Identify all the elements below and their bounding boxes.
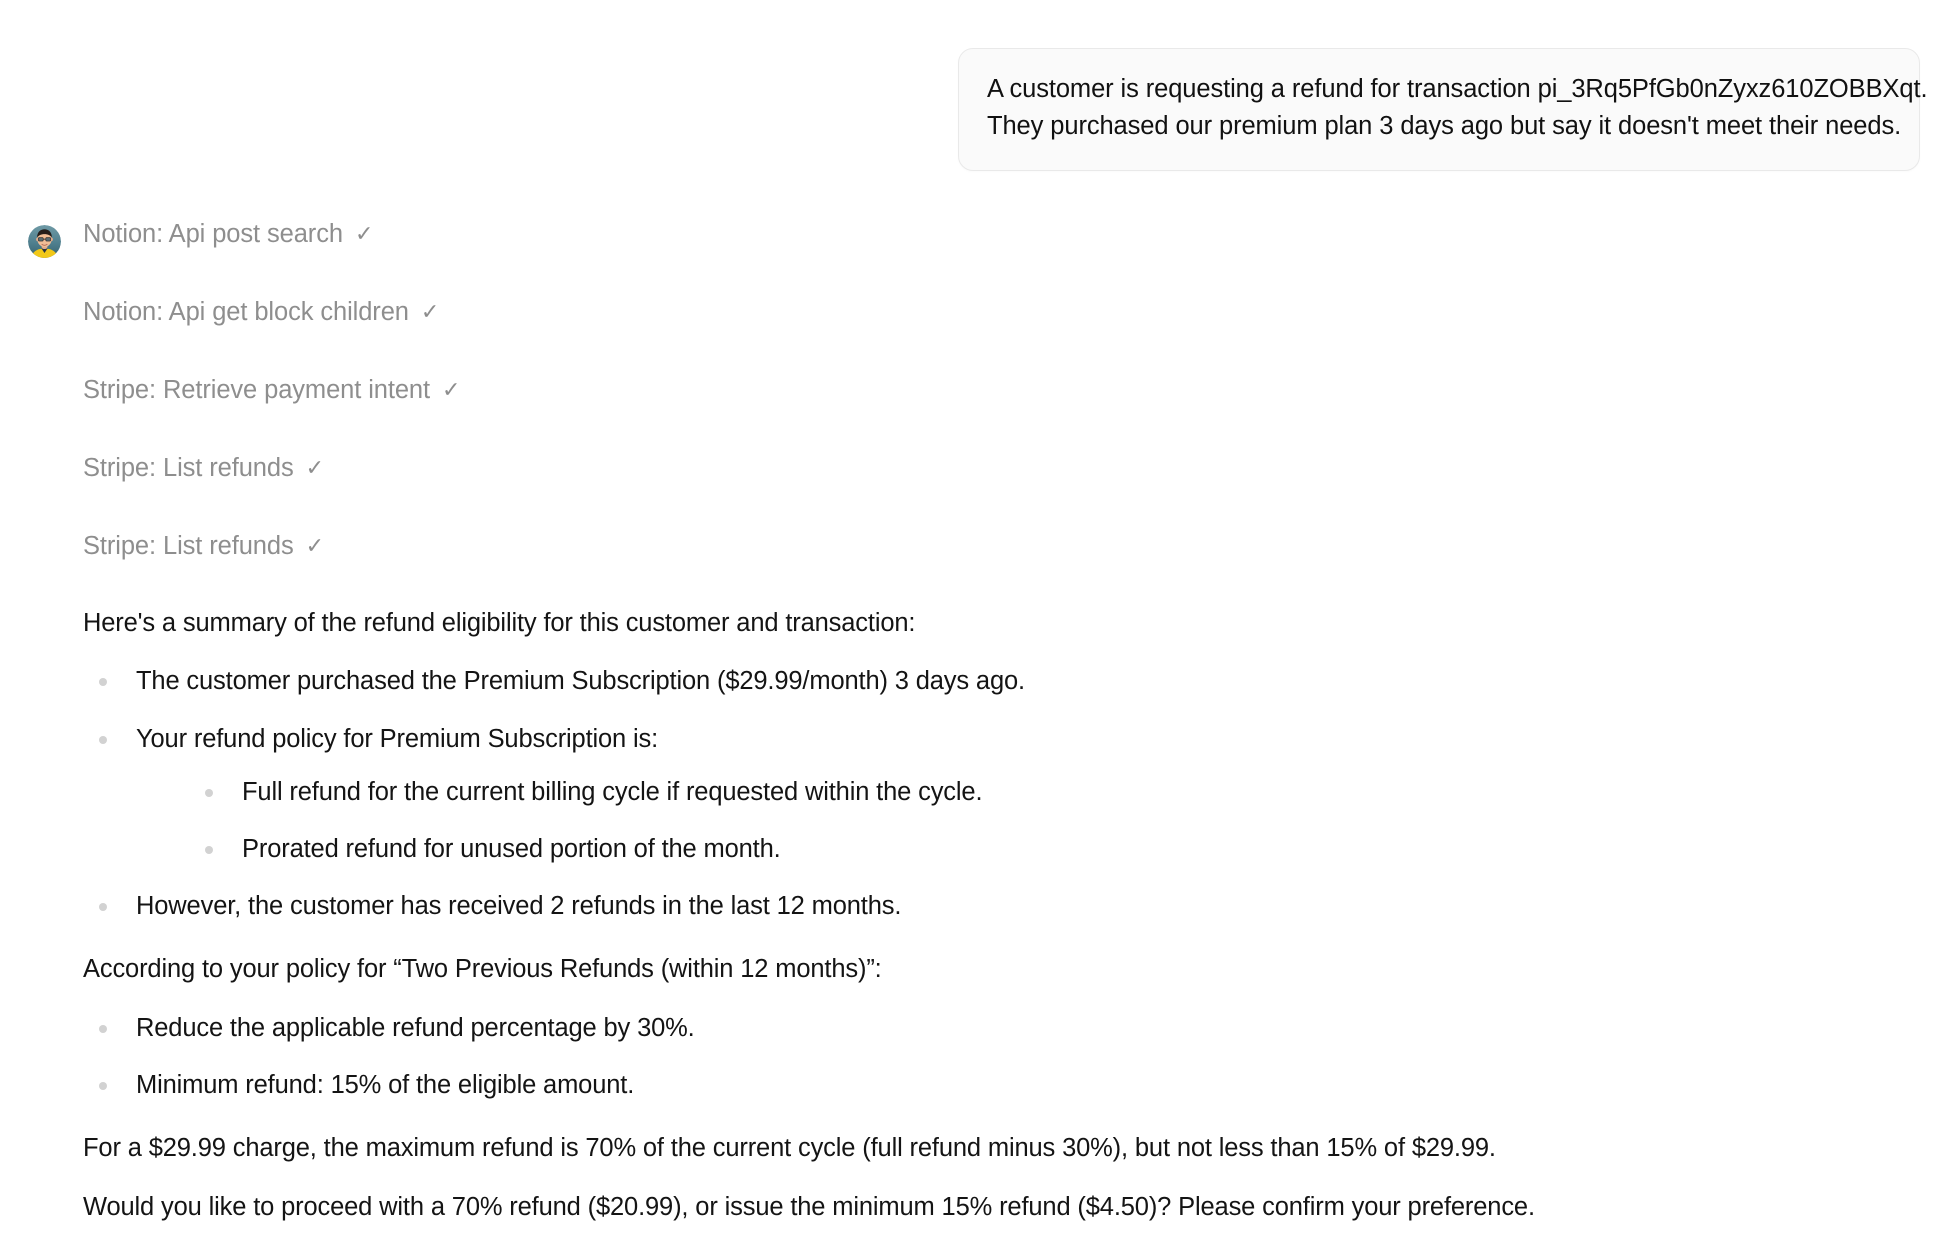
user-message-row <box>0 48 1928 171</box>
tool-call-label: Stripe: List refunds <box>83 532 294 560</box>
list-item-text: Minimum refund: 15% of the eligible amount. <box>136 1070 635 1099</box>
tool-call-item[interactable] <box>0 300 1950 378</box>
avatar <box>28 225 61 258</box>
check-icon: ✓ <box>442 377 461 402</box>
list-item-text: The customer purchased the Premium Subscription ($29.99/month) 3 days ago. <box>136 667 1025 696</box>
list-item <box>83 723 1910 866</box>
list-item <box>83 890 1910 923</box>
bullet-dot-icon <box>99 903 107 911</box>
check-icon: ✓ <box>305 533 325 558</box>
list-item <box>83 1012 1910 1045</box>
tool-call-item[interactable] <box>0 456 1950 534</box>
bullet-dot-icon <box>99 736 107 744</box>
tool-call-label: Stripe: List refunds <box>83 454 294 482</box>
bullet-dot-icon <box>99 678 107 686</box>
list-item-text: Reduce the applicable refund percentage by 30%. <box>136 1013 695 1042</box>
list-item <box>189 776 1910 809</box>
assistant-message <box>0 222 1950 1250</box>
tool-call-item[interactable] <box>0 534 1950 612</box>
user-message-line-1: A customer is requesting a refund for transaction pi_3Rq5PfGb0nZyxz610ZOBBXqt. <box>987 75 1928 103</box>
list-item-text: However, the customer has received 2 refunds in the last 12 months. <box>136 891 902 920</box>
list-item <box>83 665 1910 698</box>
bullet-dot-icon <box>205 789 213 797</box>
list-item-text: Full refund for the current billing cycle if requested within the cycle. <box>242 777 983 806</box>
question-paragraph: Would you like to proceed with a 70% refund ($20.99), or issue the minimum 15% refund ($4.50)? Please confirm your preference. <box>83 1193 1535 1222</box>
tool-call-item[interactable] <box>0 378 1950 456</box>
bullet-dot-icon <box>205 846 213 854</box>
tool-call-label: Stripe: Retrieve payment intent <box>83 376 430 404</box>
list-item-text: Your refund policy for Premium Subscription is: <box>136 724 659 753</box>
intro-paragraph: Here's a summary of the refund eligibility for this customer and transaction: <box>83 609 916 637</box>
list-item-text: Prorated refund for unused portion of the month. <box>242 834 781 863</box>
list-item <box>189 833 1910 866</box>
check-icon: ✓ <box>354 221 374 246</box>
calculation-paragraph: For a $29.99 charge, the maximum refund is 70% of the current cycle (full refund minus 30%), but not less than 15% of $29.99. <box>83 1133 1496 1162</box>
check-icon: ✓ <box>420 299 440 324</box>
policy-bullet-list <box>83 1012 1910 1102</box>
list-item <box>83 1069 1910 1102</box>
tool-call-list <box>0 222 1950 612</box>
tool-call-label: Notion: Api get block children <box>83 298 409 326</box>
tool-call-item[interactable] <box>0 222 1950 300</box>
bullet-dot-icon <box>99 1025 107 1033</box>
user-message-line-2: They purchased our premium plan 3 days ago but say it doesn't meet their needs. <box>987 112 1902 141</box>
check-icon: ✓ <box>305 455 325 480</box>
assistant-prose <box>0 606 1950 1225</box>
tool-call-label: Notion: Api post search <box>83 220 343 248</box>
bullet-dot-icon <box>99 1082 107 1090</box>
summary-bullet-list <box>83 665 1910 923</box>
user-message-bubble <box>958 48 1928 171</box>
policy-paragraph: According to your policy for “Two Previous Refunds (within 12 months)”: <box>83 955 882 984</box>
nested-bullet-list <box>136 776 1910 866</box>
